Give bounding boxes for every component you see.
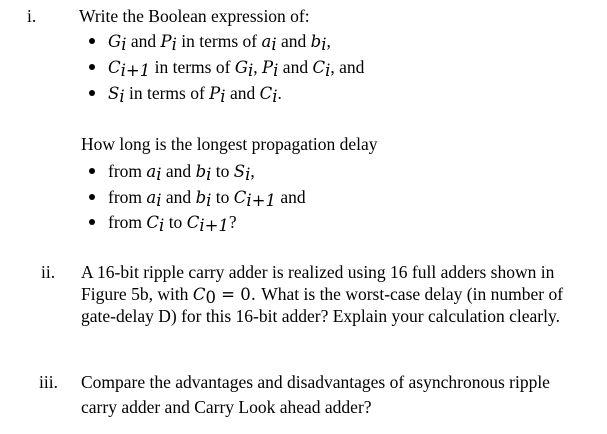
bullet-marker (89, 219, 95, 225)
bullet-marker (89, 38, 95, 44)
item-numeral-ii: ii. (41, 262, 56, 282)
item-iii-line-2: carry adder and Carry Look ahead adder? (81, 397, 372, 417)
item-ii-line-3: gate-delay D) for this 16-bit adder? Explain your calculation clearly. (81, 306, 560, 326)
bullet-marker (89, 168, 95, 174)
item-i-intro: Write the Boolean expression of: (79, 6, 310, 26)
item-i-question: How long is the longest propagation delay (81, 134, 378, 154)
item-ii-line-1: A 16-bit ripple carry adder is realized using 16 full adders shown in (81, 262, 555, 282)
bullet-marker (89, 194, 95, 200)
item-iii-line-1: Compare the advantages and disadvantages of asynchronous ripple (81, 372, 550, 392)
item-numeral-iii: iii. (39, 372, 58, 392)
bullet-line-sum: $S_i$ in terms of $P_i$ and $C_i$. (108, 83, 282, 106)
delay-line-carry-chain: from $C_i$ to $C_{i+1}$? (108, 212, 237, 235)
delay-line-sum: from $a_i$ and $b_i$ to $S_i$, (108, 161, 255, 184)
bullet-marker (89, 90, 95, 96)
item-numeral-i: i. (27, 6, 37, 26)
item-ii-line-2: Figure 5b, with $C_0 = 0$. What is the worst-case delay (in number of (81, 284, 564, 307)
bullet-marker (89, 64, 95, 70)
delay-line-carry: from $a_i$ and $b_i$ to $C_{i+1}$ and (108, 187, 306, 210)
bullet-line-carry: $C_{i+1}$ in terms of $G_i$, $P_i$ and $C_i$, and (108, 57, 365, 80)
bullet-line-gp: $G_i$ and $P_i$ in terms of $a_i$ and $b_i$, (108, 31, 331, 54)
